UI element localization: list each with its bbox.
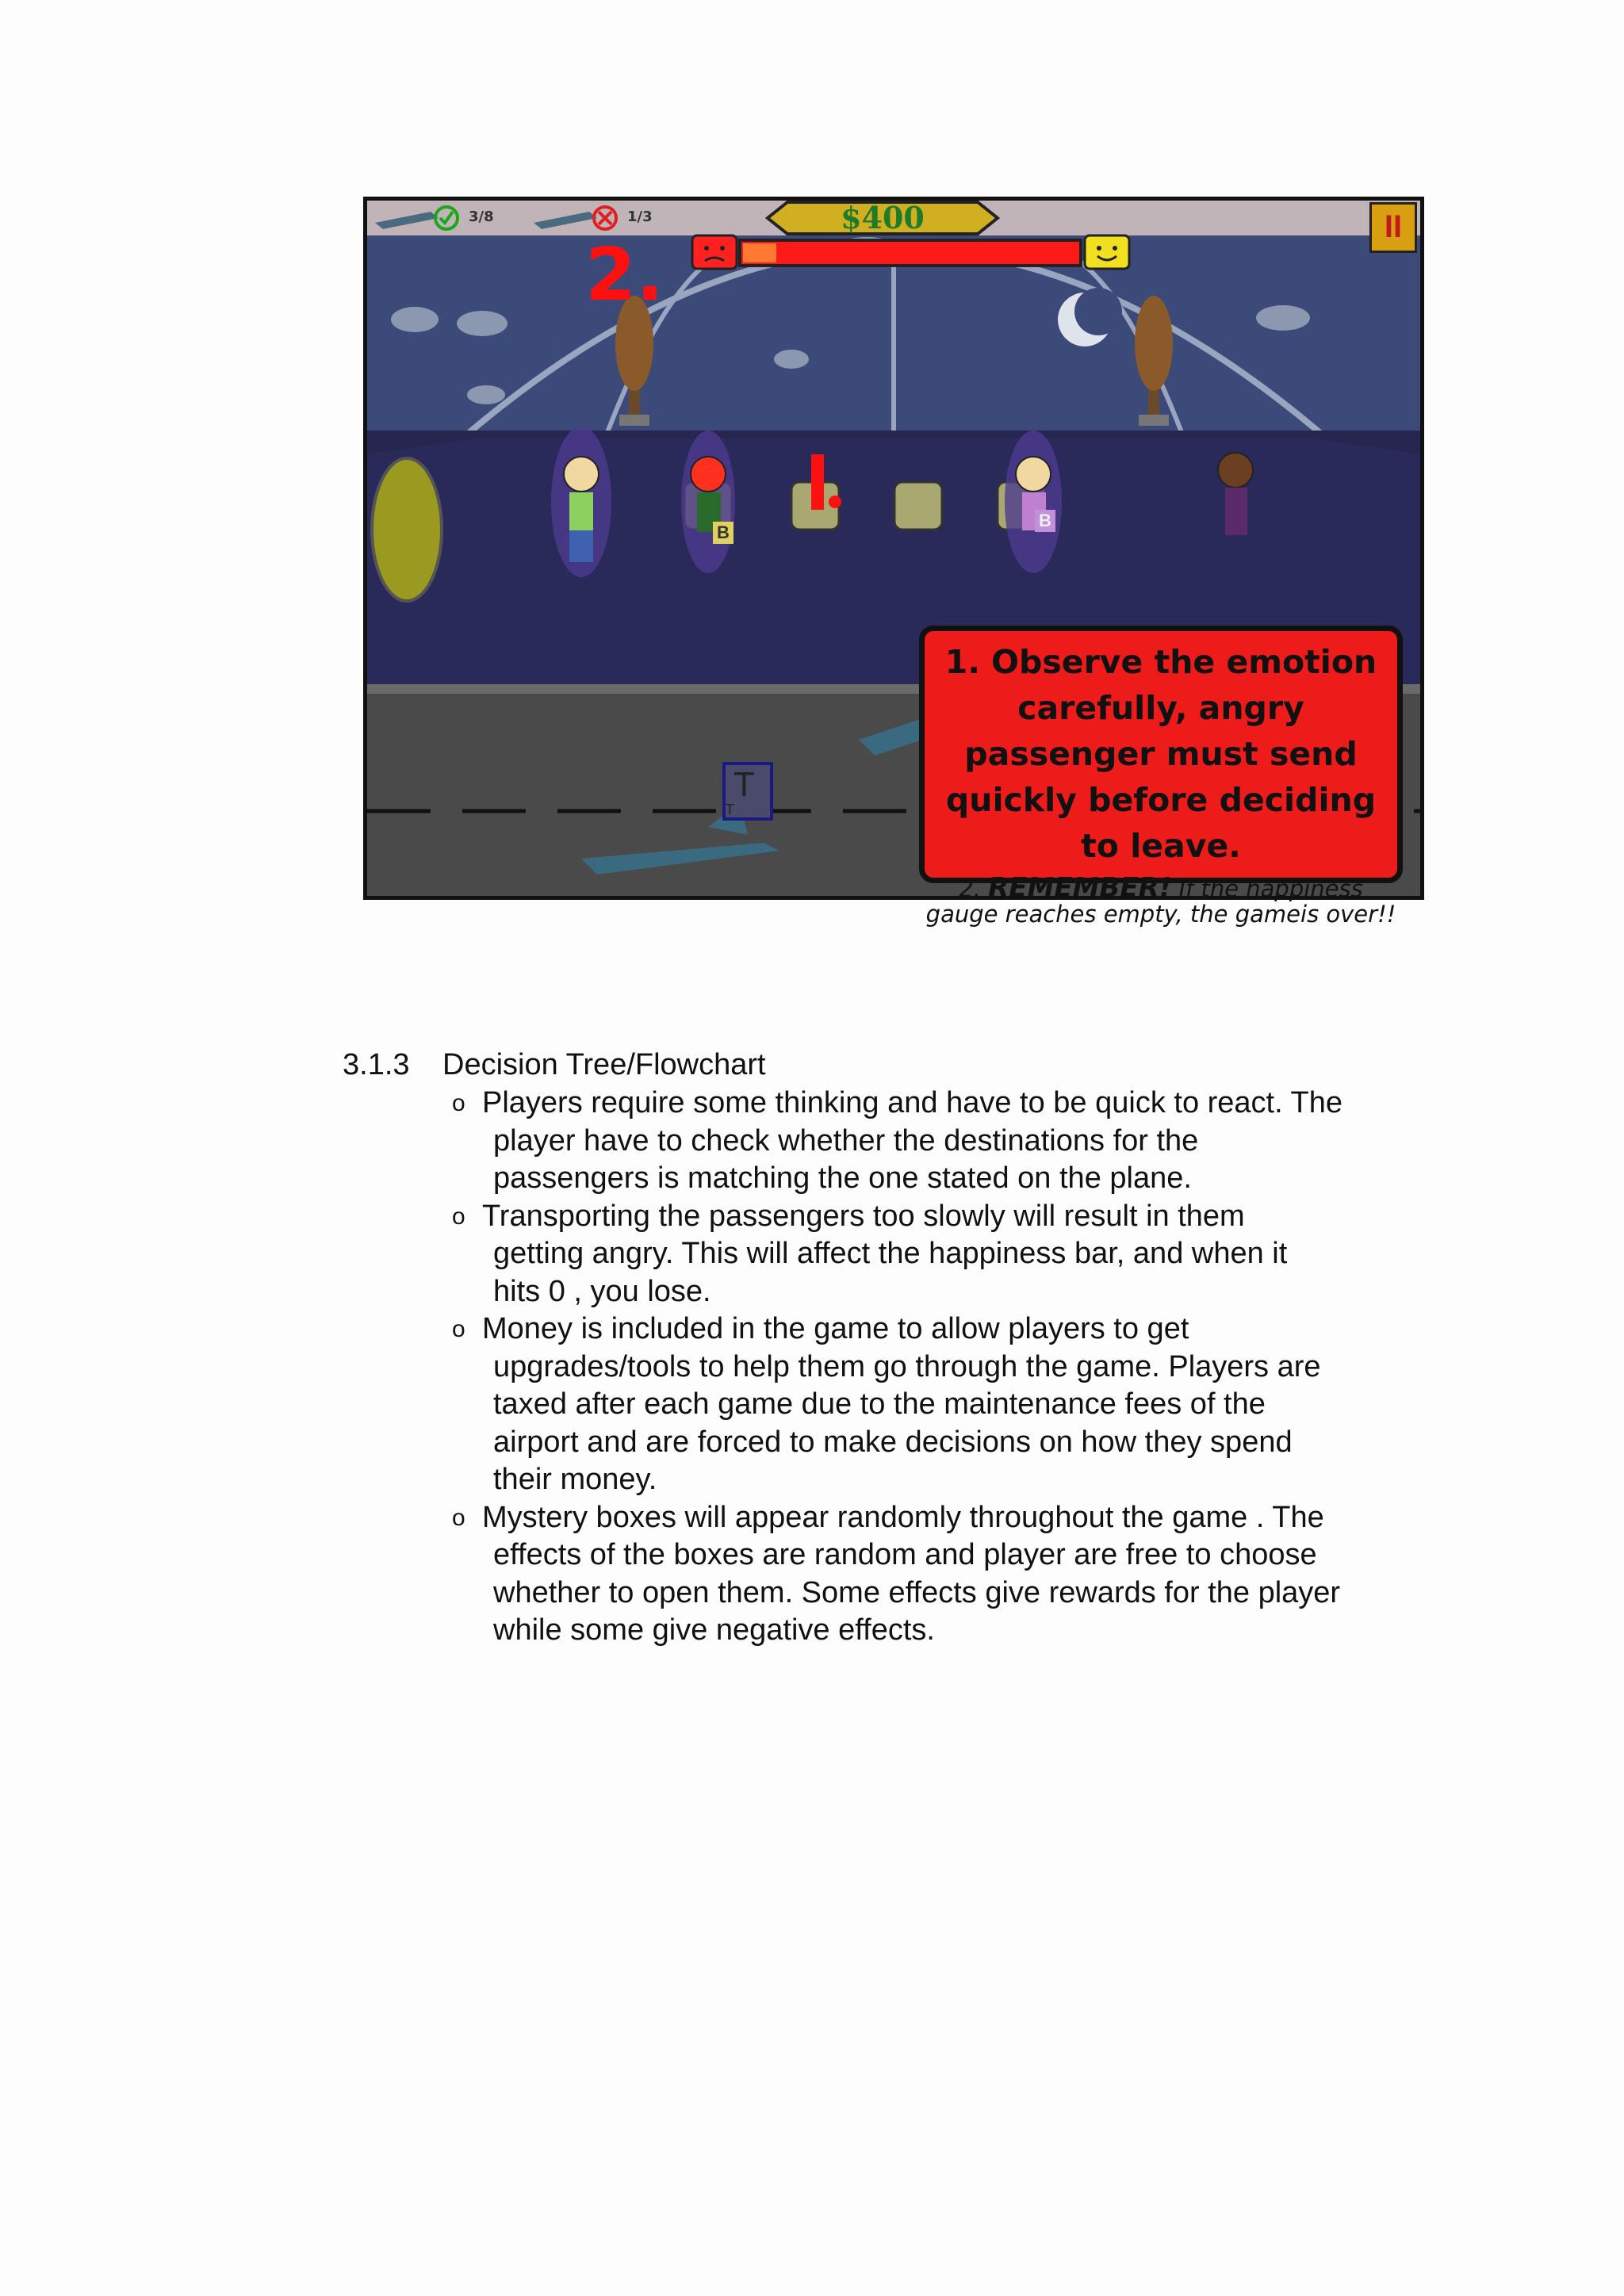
bullet-icon: o [452,1090,465,1116]
tip-main-text: 1. Observe the emotion carefully, angry passenger must send quickly before deciding to leave. [944,643,1377,865]
tip-remember-body: If the happiness gauge reaches empty, the gameis over!! [925,875,1396,928]
mystery-box-label: T [733,765,755,804]
section-heading [343,1048,766,1082]
happiness-gauge-fill [743,243,776,262]
bullet-first-line: Players require some thinking and have to be quick to react. The [482,1086,1343,1119]
passenger-furious[interactable] [681,430,735,573]
bullet-line: their money. [493,1463,657,1496]
cloud [391,307,439,332]
bullet-icon: o [452,1316,465,1342]
passenger-waiting[interactable] [1005,430,1062,573]
bullet-icon: o [452,1203,465,1230]
tip-remember-label: REMEMBER! [988,872,1172,904]
passenger-tag: B [1035,510,1055,532]
bullet-line: player have to check whether the destinations for the [493,1123,1199,1158]
tutorial-tip-box [919,626,1403,928]
cloud [774,350,809,369]
annotation-2: 2. [585,232,664,317]
section-number: 3.1.3 [343,1048,410,1081]
bullet-first-line: Money is included in the game to allow players to get [482,1312,1189,1345]
bullet-line: airport and are forced to make decisions on how they spend [493,1425,1293,1459]
tip-remember-prefix: 2. [959,875,989,902]
bullet-line: getting angry. This will affect the happiness bar, and when it [493,1237,1288,1270]
bullet-line: effects of the boxes are random and player are free to choose [493,1538,1317,1571]
gate-door[interactable] [372,458,442,601]
happy-face-icon [1085,235,1129,269]
game-screenshot [363,197,1424,928]
tip-remember-text [925,872,1397,928]
pause-button[interactable]: II [1369,202,1417,253]
passenger-angry[interactable] [551,427,611,577]
mystery-box-small-label: T [726,802,734,817]
bullet-line: passengers is matching the one stated on the plane. [493,1161,1192,1195]
list-item [452,1085,1435,1198]
bullet-line: taxed after each game due to the maintenance fees of the [493,1387,1266,1421]
bullet-first-line: Transporting the passengers too slowly will result in them [482,1199,1245,1233]
bullet-line: hits 0 , you lose. [493,1274,711,1308]
list-item [452,1198,1435,1311]
bullet-list [452,1085,1435,1650]
bullet-line: upgrades/tools to help them go through the game. Players are [493,1349,1321,1383]
tree [1135,296,1173,391]
cloud [467,385,505,404]
money-display: $400 [841,200,925,235]
missed-count: 1/3 [627,209,653,225]
section-title: Decision Tree/Flowchart [442,1048,766,1081]
cloud [457,311,508,336]
passenger-tag: B [713,522,733,544]
list-item [452,1311,1435,1499]
happiness-gauge [740,240,1081,266]
cloud [1256,305,1310,331]
angry-face-icon [692,235,737,269]
list-item [452,1499,1435,1650]
landed-count: 3/8 [469,209,494,225]
bullet-first-line: Mystery boxes will appear randomly throughout the game . The [482,1500,1324,1534]
bullet-line: while some give negative effects. [493,1613,935,1647]
bullet-line: whether to open them. Some effects give rewards for the player [493,1575,1341,1609]
bullet-icon: o [452,1504,465,1531]
